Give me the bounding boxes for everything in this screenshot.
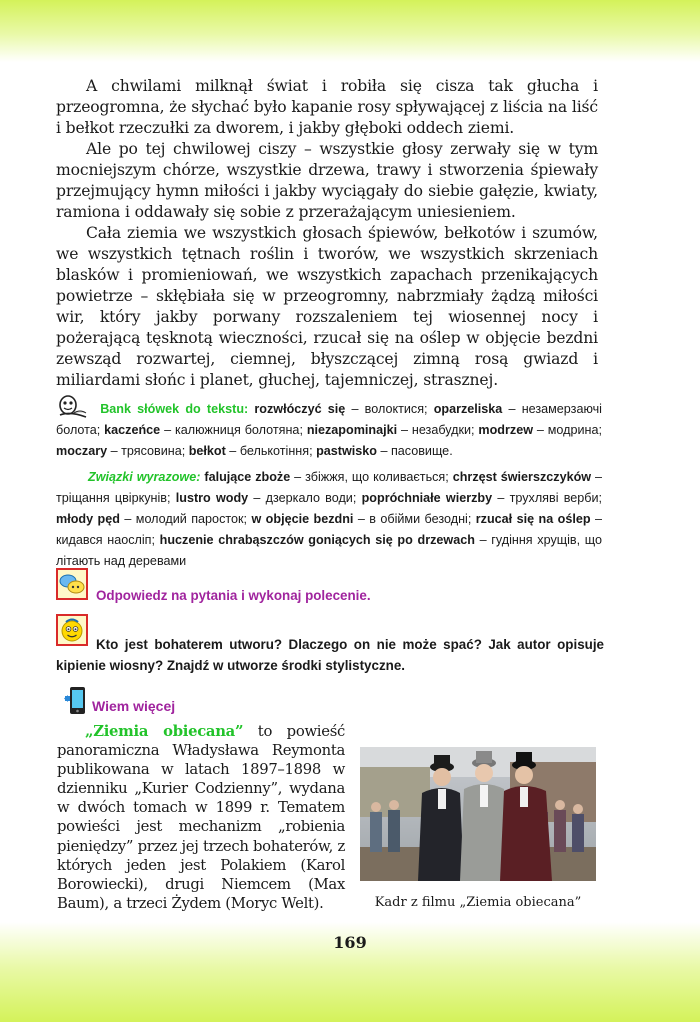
task-2-text: Kto jest bohaterem utworu? Dlaczego on nie może spać? Jak autor opisuje kipienie wiosny? Znajdź w utworze środki stylistyczne. — [56, 637, 604, 673]
story-paragraph-2: Ale po tej chwilowej ciszy – wszystkie głosy zerwały się w tym mocniejszym chórze, wszystkie drzewa, trawy i stworzenia śpiewały przejmujący hymn miłości i jakby wyciągały do siebie gałęzie, kwiaty, ramiona i oddawały się sobie z przerażającym uniesieniem. — [56, 140, 598, 221]
photo-caption: Kadr z filmu „Ziemia obiecana” — [374, 895, 582, 910]
top-color-band — [0, 0, 700, 62]
vocab-heading: Bank słówek do tekstu: — [100, 402, 249, 416]
book-description: to powieść panoramiczna Władysława Reymonta publikowana w latach 1897–1898 w dzienniku „Kurier Codzienny”, wydana w dwóch tomach w 1899 r. Tematem powieści jest mechanizm „robienia pieniędzy” przez jej trzech bohaterów, z których jeden jest Polakiem (Karol Borowiecki), drugi Niemcem (Max Baum), a trzeci Żydem (Moryc Welt). — [57, 723, 345, 912]
task-questions — [56, 614, 604, 676]
speech-bubbles-icon — [56, 568, 88, 600]
vocab-words: Bank słówek do tekstu: rozwłóczyć się – волоктися; oparzeliska – незамерзаючі болота; kaczeńce – калюжниця болотяна; niezapominajki – незабудки; modrzew – модрина; moczary – трясовина; bełkot – белькотіння; pastwisko – пасовище. — [56, 393, 602, 461]
film-still-image — [360, 747, 596, 881]
task-1-text: Odpowiedz na pytania i wykonaj polecenie. — [96, 588, 371, 603]
wiem-heading: Wiem więcej — [92, 698, 176, 714]
phrases-heading: Związki wyrazowe: — [88, 470, 201, 485]
vocabulary-creature-icon — [56, 393, 90, 419]
smiley-face-icon — [56, 614, 88, 646]
smartphone-icon — [64, 686, 88, 716]
story-paragraph-3: Cała ziemia we wszystkich głosach śpiewów, bełkotów i szumów, we wszystkich tętnach roślin i tworów, we wszystkich skrzeniach blasków i promieniowań, we wszystkich zapachach przenikających powietrze – skłębiała się w przeogromny, nabrzmiały żądzą miłości wir, który jakby porwany rozszaleniem tej wiosennej nocy i pożerającą tęsknotą wieczności, rzucał się na oślep w objęcie bezdni zewsząd rozwartej, ciemnej, błyszczącej zimną rosą gwiazd i miliardami słońc i planet, głuchej, tajemniczej, strasznej. — [56, 224, 598, 389]
story-paragraph-1: A chwilami milknął świat i robiła się cisza tak głucha i przeogromna, że słychać było kapanie rosy spływającej z liścia na liść i bełkot rzeczułki za dworem, i jakby głęboki oddech ziemi. — [56, 77, 598, 137]
vocab-phrases: Związki wyrazowe: falujące zboże – збіжжя, що коливається; chrzęst świerszczyków – тріщання цвіркунів; lustro wody – дзеркало води; popróchniałe wierzby – трухляві верби; młody pęd – молодий паросток; w objęcie bezdni – в обійми безодні; rzucał się na oślep – кидався наосліп; huczenie chrabąszczów goniących się po drzewach – гудіння хрущів, що літають над деревами — [56, 470, 603, 568]
story-excerpt — [56, 76, 598, 391]
book-title: „Ziemia obiecana” — [85, 723, 244, 740]
page-number: 169 — [333, 933, 367, 952]
wiem-body — [57, 722, 345, 913]
vocabulary-bank — [56, 393, 602, 571]
